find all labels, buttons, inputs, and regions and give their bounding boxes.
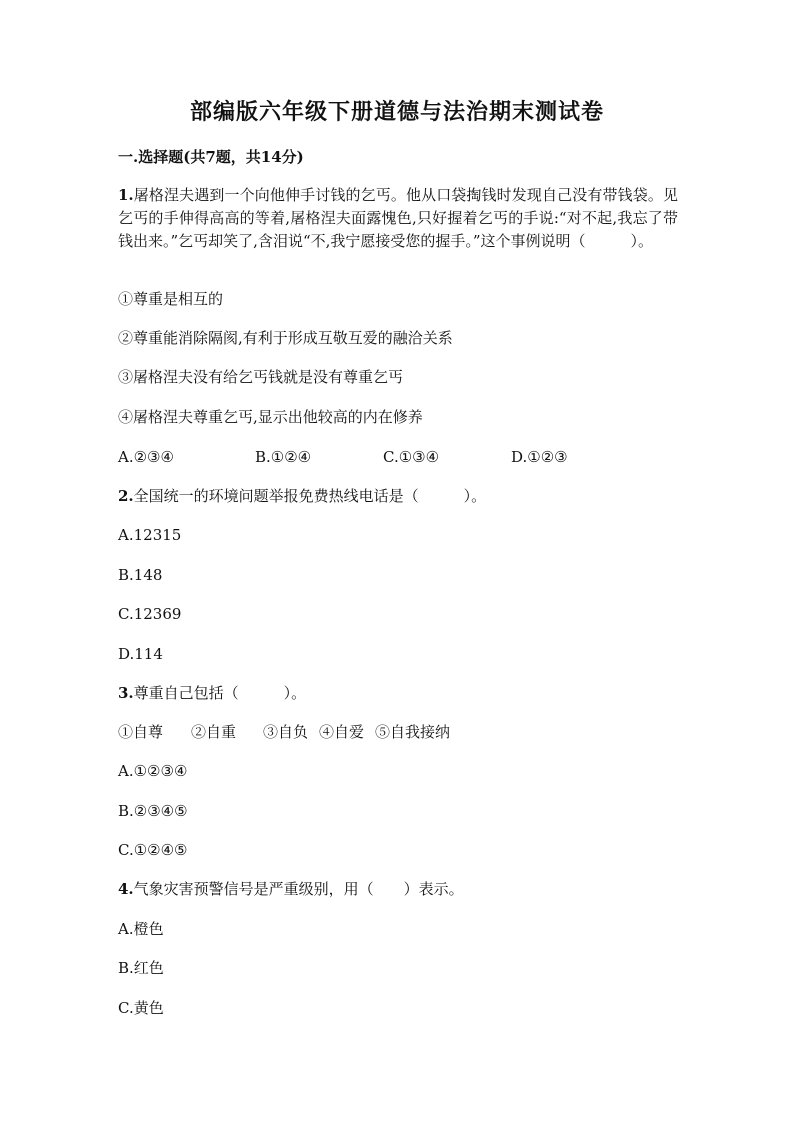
- question-number: 3.: [118, 684, 134, 702]
- q2-option-b: B.148: [118, 566, 163, 584]
- q3-choice-4: ④自爱: [319, 723, 365, 741]
- question-text: 气象灾害预警信号是严重级别，用（ ）表示。: [133, 880, 464, 898]
- question-text: 尊重自己包括（ ）。: [133, 684, 307, 702]
- q1-option-d: D.①②③: [511, 448, 568, 466]
- q3-choice-2: ②自重: [191, 723, 237, 741]
- q4-option-b: B.红色: [118, 959, 164, 977]
- q3-choice-3: ③自负: [263, 723, 309, 741]
- q4-option-a: A.橙色: [118, 920, 164, 938]
- question-3-stem: [118, 682, 306, 704]
- question-2-stem: [118, 485, 486, 507]
- question-text: 屠格涅夫遇到一个向他伸手讨钱的乞丐。他从口袋掏钱时发现自己没有带钱袋。见乞丐的手伸得高高的等着,屠格涅夫面露愧色,只好握着乞丐的手说:“对不起,我忘了带钱出来。”乞丐却笑了,含泪说“不,我宁愿接受您的握手。”这个事例说明（ ）。: [118, 186, 678, 250]
- page-title: 部编版六年级下册道德与法治期末测试卷: [189, 99, 604, 125]
- q2-option-a: A.12315: [118, 526, 182, 544]
- q2-option-d: D.114: [118, 645, 163, 663]
- q4-option-c: C.黄色: [118, 999, 164, 1017]
- section-heading: 一.选择题(共7题，共14分): [118, 148, 304, 166]
- q1-statement-1: ①尊重是相互的: [118, 290, 224, 308]
- q1-options: [118, 446, 678, 468]
- question-text: 全国统一的环境问题举报免费热线电话是（ ）。: [133, 487, 487, 505]
- q1-statement-4: ④屠格涅夫尊重乞丐,显示出他较高的内在修养: [118, 408, 423, 426]
- question-number: 2.: [118, 487, 134, 505]
- q3-option-a: A.①②③④: [118, 762, 188, 780]
- q3-choice-5: ⑤自我接纳: [375, 723, 451, 741]
- q3-choice-1: ①自尊: [118, 723, 164, 741]
- q1-statement-2: ②尊重能消除隔阂,有利于形成互敬互爱的融洽关系: [118, 329, 453, 347]
- q1-option-c: C.①③④: [383, 448, 440, 466]
- q3-option-b: B.②③④⑤: [118, 802, 188, 820]
- question-4-stem: [118, 878, 464, 900]
- q1-option-b: B.①②④: [255, 448, 312, 466]
- question-number: 1.: [118, 186, 134, 204]
- q3-option-c: C.①②④⑤: [118, 841, 188, 859]
- q1-statement-3: ③屠格涅夫没有给乞丐钱就是没有尊重乞丐: [118, 368, 404, 386]
- q2-option-c: C.12369: [118, 605, 182, 623]
- question-1-stem: [118, 184, 678, 253]
- question-number: 4.: [118, 880, 134, 898]
- q1-option-a: A.②③④: [118, 448, 174, 466]
